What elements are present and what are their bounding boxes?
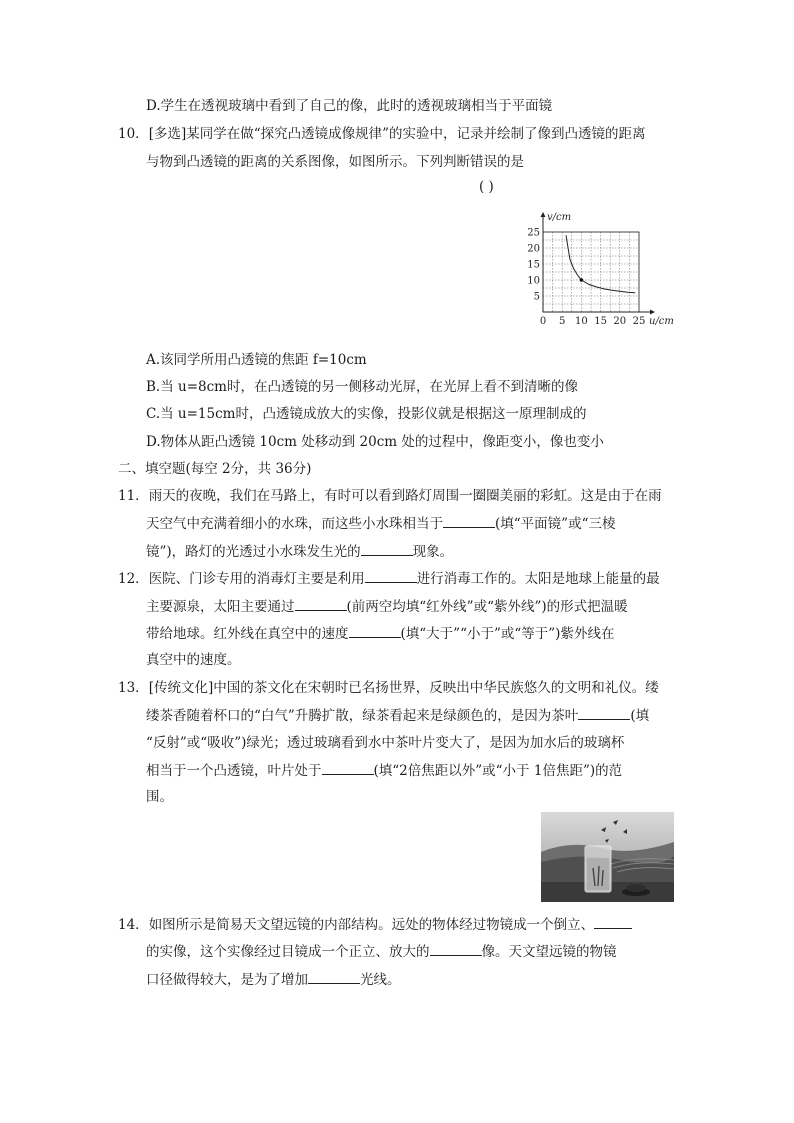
section-2-title: 二、填空题(每空 2分，共 36分): [118, 461, 312, 477]
q14-line-2: [146, 941, 617, 962]
q11-number: 11．: [118, 488, 149, 504]
tea-photo: [541, 812, 674, 902]
q10-stem-1: [多选]某同学在做“探究凸透镜成像规律”的实验中，记录并绘制了像到凸透镜的距离: [148, 126, 646, 142]
q13-stem-4b: (填“2倍焦距以外”或“小于 1倍焦距”)的范: [373, 763, 623, 779]
q14-stem-3a: 口径做得较大，是为了增加: [146, 972, 308, 988]
q12-stem-1a: 医院、门诊专用的消毒灯主要是利用: [148, 571, 365, 587]
q10-option-d: D.物体从距凸透镜 10cm 处移动到 20cm 处的过程中，像距变小，像也变小: [146, 434, 604, 450]
y-tick-label: 20: [527, 243, 540, 255]
lens-image-distance-chart: [520, 198, 680, 346]
q13-line-1: [118, 678, 659, 698]
q11-line-3: [146, 541, 453, 562]
q9-option-d: D.学生在透视玻璃中看到了自己的像，此时的透视玻璃相当于平面镜: [146, 98, 553, 114]
q10-stem-2: 与物到凸透镜的距离的关系图像，如图所示。下列判断错误的是: [146, 154, 524, 170]
x-tick-label: 25: [632, 316, 646, 327]
q13-stem-2b: (填: [630, 708, 650, 724]
q14-line-1: [118, 914, 632, 935]
q13-blank-1[interactable]: [578, 705, 630, 720]
y-tick-label: 5: [533, 291, 540, 303]
q12-stem-3a: 带给地球。红外线在真空中的速度: [146, 626, 349, 642]
q13-line-2: [146, 705, 649, 726]
x-tick-label: 10: [575, 316, 588, 327]
q13-stem-4a: 相当于一个凸透镜，叶片处于: [146, 763, 322, 779]
q13-line-4: [146, 760, 622, 781]
y-tick-label: 15: [527, 259, 540, 271]
chart-marked-point: [580, 278, 584, 282]
q10-line-1: [118, 124, 646, 144]
q11-stem-2a: 天空气中充满着细小的水珠，而这些小水珠相当于: [146, 516, 443, 532]
q11-line-1: [118, 486, 662, 506]
q12-line-3: [146, 623, 614, 644]
q13-number: 13．: [118, 680, 149, 696]
q11-stem-3a: 镜”)，路灯的光透过小水珠发生光的: [146, 544, 361, 560]
x-tick-label: 15: [594, 316, 607, 327]
chart-xlabel: u/cm: [649, 316, 674, 327]
q10-option-c: C.当 u=15cm时，凸透镜成放大的实像，投影仪就是根据这一原理制成的: [146, 406, 587, 422]
q12-number: 12．: [118, 571, 149, 587]
q11-stem-1: 雨天的夜晚，我们在马路上，有时可以看到路灯周围一圈圈美丽的彩虹。这是由于在雨: [148, 488, 662, 504]
q12-blank-3[interactable]: [349, 623, 401, 638]
x-axis-arrow: [650, 310, 655, 315]
q13-line-3: “反射”或“吸收”)绿光；透过玻璃看到水中茶叶片变大了，是因为加水后的玻璃杯: [146, 735, 625, 751]
q10-option-a: A.该同学所用凸透镜的焦距 f=10cm: [146, 352, 367, 368]
q13-stem-2a: 缕茶香随着杯口的“白气”升腾扩散，绿茶看起来是绿颜色的，是因为茶叶: [146, 708, 579, 724]
q11-stem-2b: (填“平面镜”或“三棱: [495, 516, 616, 532]
x-tick-label: 20: [613, 316, 627, 327]
q13-blank-2[interactable]: [322, 760, 374, 775]
x-tick-label: 0: [539, 316, 547, 327]
q12-blank-2[interactable]: [295, 596, 347, 611]
y-axis-arrow: [541, 212, 546, 217]
q10-answer-bracket: ( ): [479, 179, 494, 195]
q11-stem-3b: 现象。: [412, 544, 454, 560]
q14-blank-1[interactable]: [594, 914, 632, 929]
q14-stem-2a: 的实像，这个实像经过目镜成一个正立、放大的: [146, 944, 430, 960]
q14-stem-1a: 如图所示是简易天文望远镜的内部结构。远处的物体经过物镜成一个倒立、: [148, 917, 595, 933]
q12-stem-2b: (前两空均填“红外线”或“紫外线”)的形式把温暖: [346, 599, 628, 615]
q11-blank-2[interactable]: [361, 541, 413, 556]
q11-line-2: [146, 513, 615, 534]
q12-stem-2a: 主要源泉，太阳主要通过: [146, 599, 295, 615]
chart-grid: [543, 232, 639, 312]
q14-blank-2[interactable]: [430, 941, 482, 956]
q12-stem-3b: (填“大于”“小于”或“等于”)紫外线在: [400, 626, 615, 642]
q12-line-2: [146, 596, 628, 617]
q13-line-5: 围。: [146, 789, 173, 805]
q14-line-3: [146, 969, 401, 990]
chart-axes: [541, 212, 656, 315]
x-tick-label: 5: [559, 316, 566, 327]
q12-blank-1[interactable]: [365, 568, 417, 583]
y-tick-label: 10: [527, 275, 540, 287]
q10-number: 10．: [118, 126, 149, 142]
q12-line-4: 真空中的速度。: [146, 652, 241, 668]
q12-line-1: [118, 568, 660, 589]
q12-stem-1b: 进行消毒工作的。太阳是地球上能量的最: [416, 571, 660, 587]
q14-stem-2b: 像。天文望远镜的物镜: [481, 944, 617, 960]
q11-blank-1[interactable]: [443, 513, 495, 528]
q14-stem-3b: 光线。: [360, 972, 401, 988]
q14-blank-3[interactable]: [308, 969, 360, 984]
q10-option-b: B.当 u=8cm时，在凸透镜的另一侧移动光屏，在光屏上看不到清晰的像: [146, 379, 578, 395]
q14-number: 14．: [118, 917, 149, 933]
q13-stem-1: [传统文化]中国的茶文化在宋朝时已名扬世界，反映出中华民族悠久的文明和礼仪。缕: [148, 680, 659, 696]
chart-ylabel: v/cm: [547, 212, 572, 223]
y-tick-label: 25: [527, 227, 540, 239]
